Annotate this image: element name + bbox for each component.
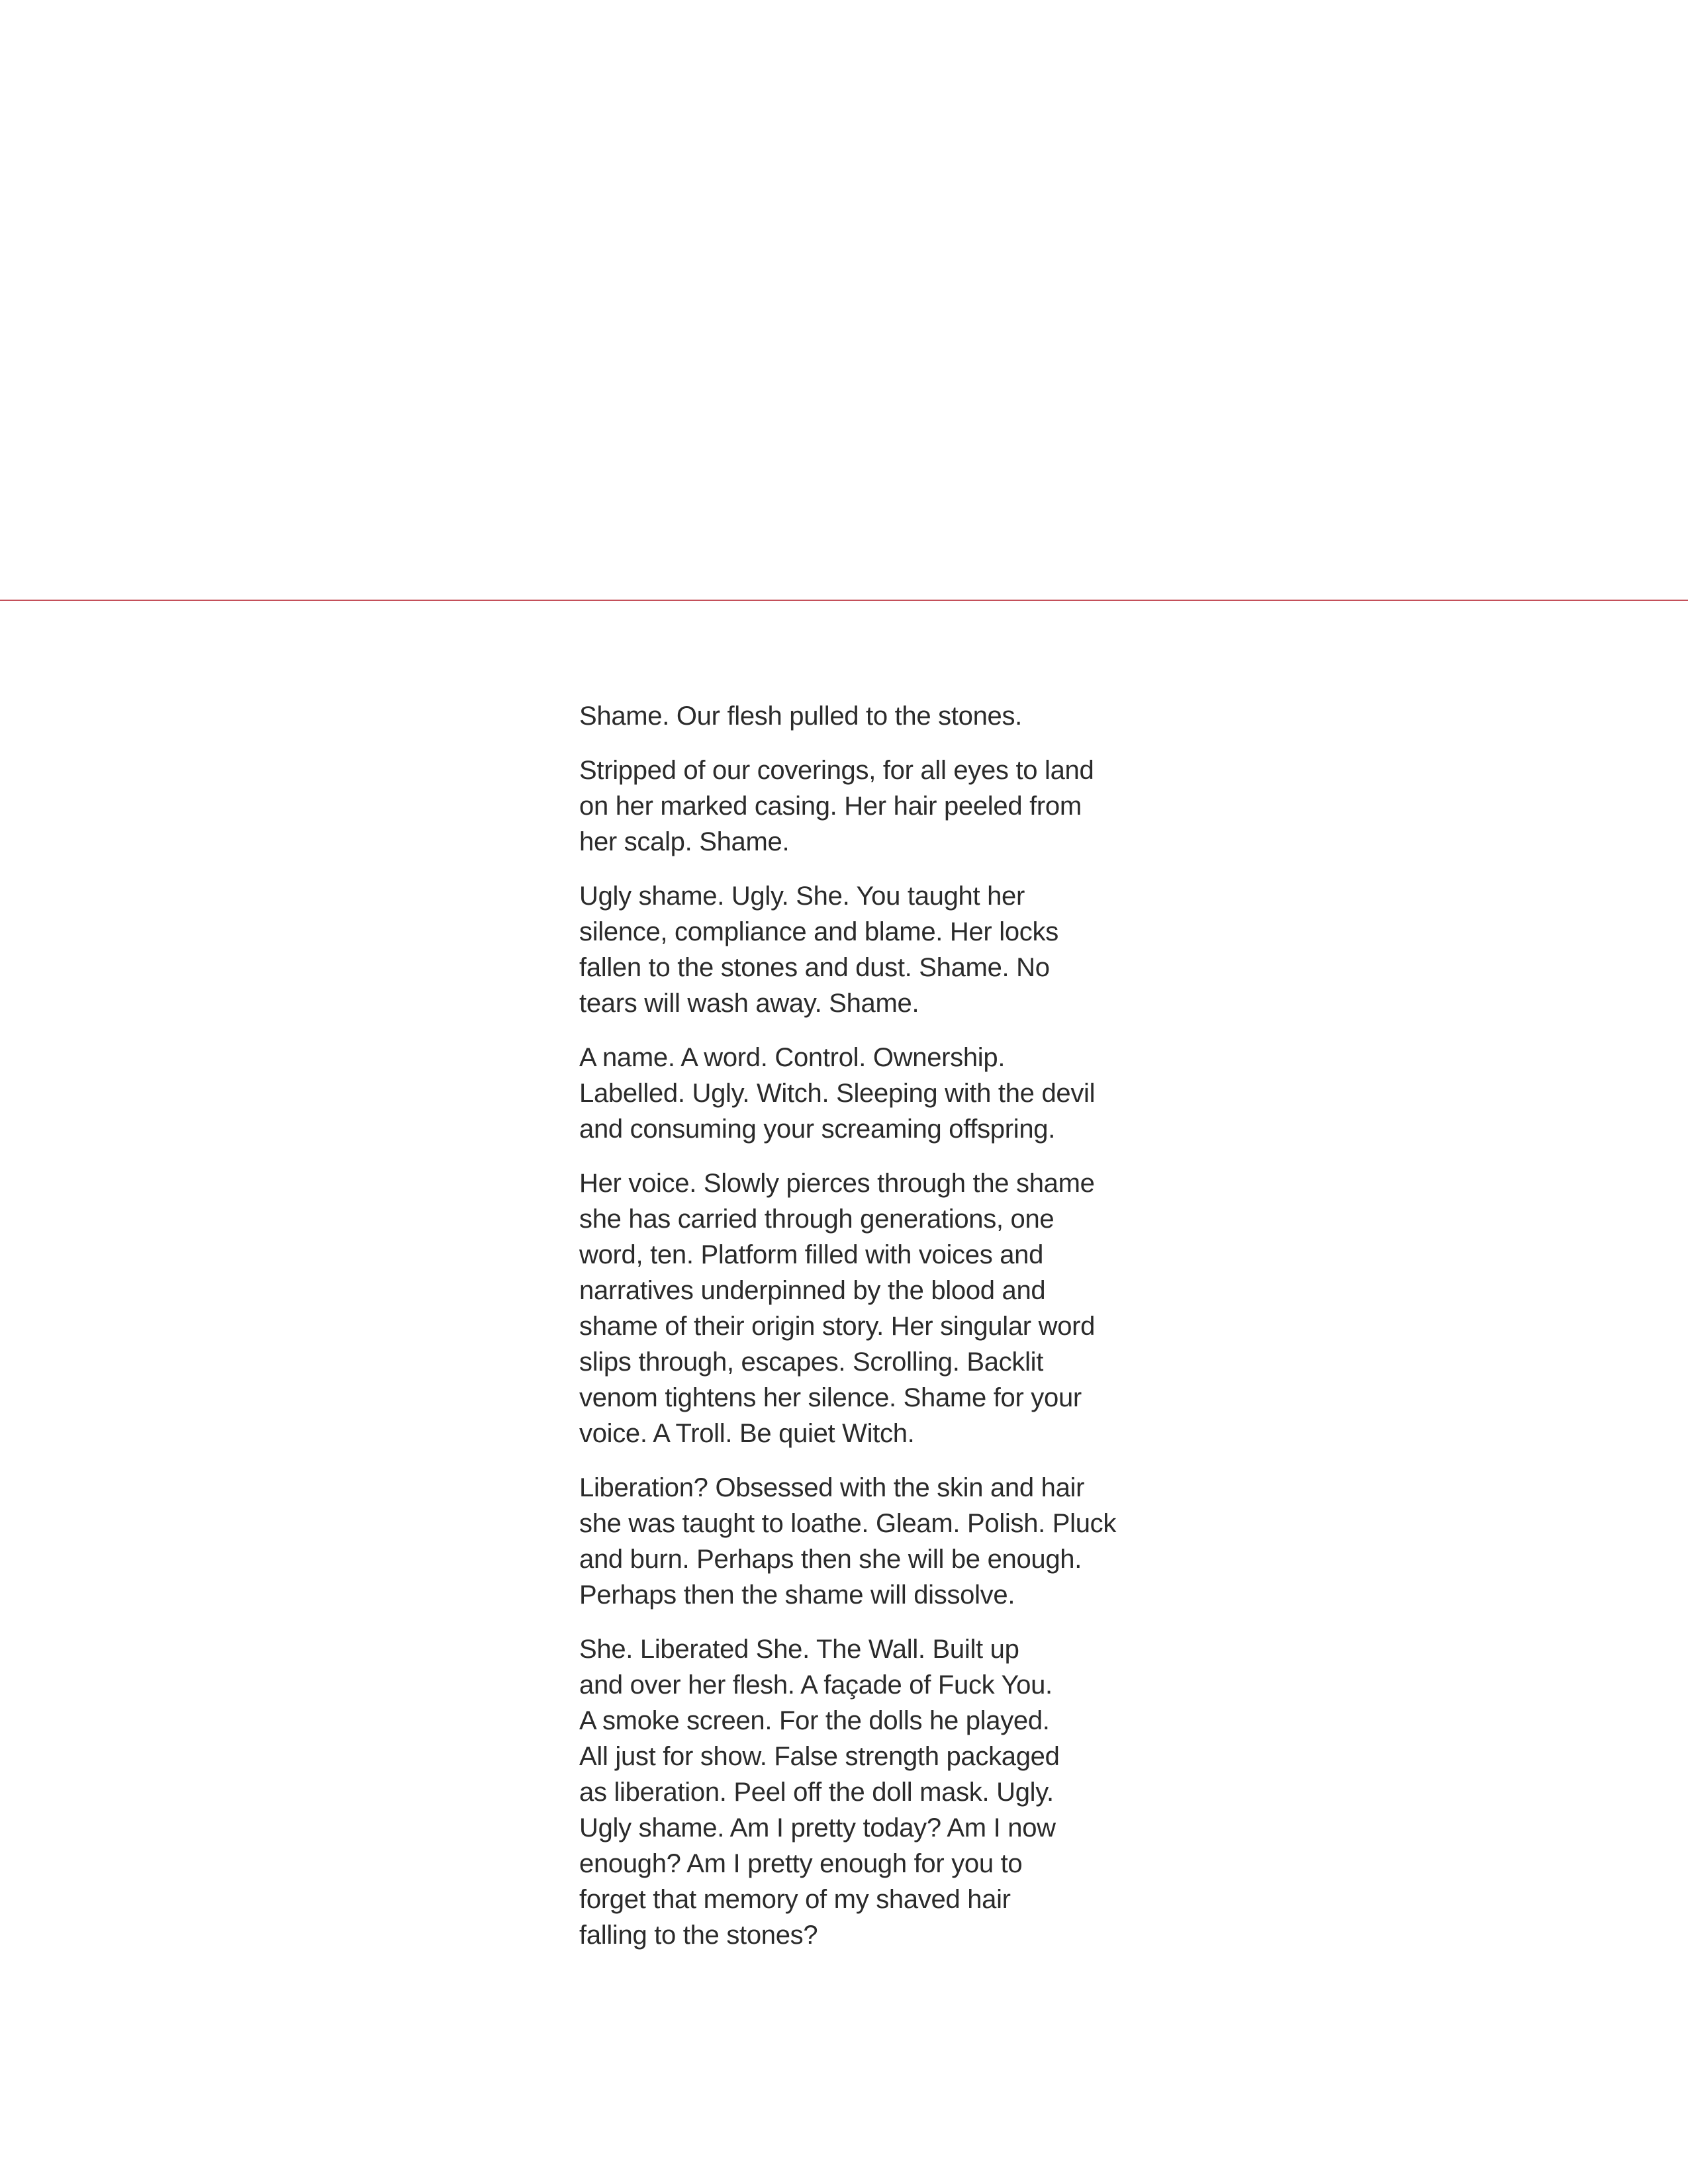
- text-line: voice. A Troll. Be quiet Witch.: [579, 1419, 915, 1448]
- text-line: She. Liberated She. The Wall. Built up: [579, 1635, 1019, 1664]
- text-line: narratives underpinned by the blood and: [579, 1276, 1046, 1305]
- text-line: forget that memory of my shaved hair: [579, 1885, 1011, 1914]
- text-line: Shame. Our flesh pulled to the stones.: [579, 702, 1022, 731]
- text-line: and over her flesh. A façade of Fuck You.: [579, 1670, 1053, 1700]
- text-line: slips through, escapes. Scrolling. Backlit: [579, 1347, 1044, 1377]
- text-line: falling to the stones?: [579, 1921, 818, 1950]
- paragraph: [579, 1040, 1149, 1147]
- text-line: A name. A word. Control. Ownership.: [579, 1043, 1006, 1072]
- paragraph: [579, 878, 1149, 1021]
- text-line: Ugly shame. Ugly. She. You taught her: [579, 882, 1025, 911]
- text-line: she has carried through generations, one: [579, 1205, 1055, 1234]
- text-line: fallen to the stones and dust. Shame. No: [579, 953, 1050, 982]
- paragraph: [579, 752, 1149, 860]
- text-line: Ugly shame. Am I pretty today? Am I now: [579, 1813, 1056, 1843]
- text-line: enough? Am I pretty enough for you to: [579, 1849, 1023, 1878]
- text-line: and burn. Perhaps then she will be enough.: [579, 1545, 1082, 1574]
- text-line: on her marked casing. Her hair peeled from: [579, 792, 1082, 821]
- text-line: shame of their origin story. Her singular word: [579, 1312, 1096, 1341]
- paragraph: [579, 698, 1149, 734]
- text-line: Perhaps then the shame will dissolve.: [579, 1580, 1015, 1610]
- text-line: venom tightens her silence. Shame for your: [579, 1383, 1082, 1412]
- text-line: All just for show. False strength packaged: [579, 1742, 1060, 1771]
- text-line: tears will wash away. Shame.: [579, 989, 919, 1018]
- text-line: she was taught to loathe. Gleam. Polish. Pluck: [579, 1509, 1117, 1538]
- poem-text: [579, 698, 1149, 1972]
- text-line: Stripped of our coverings, for all eyes to land: [579, 756, 1094, 785]
- paragraph: [579, 1631, 1149, 1953]
- text-line: Her voice. Slowly pierces through the shame: [579, 1169, 1095, 1198]
- text-line: her scalp. Shame.: [579, 827, 790, 856]
- text-line: Liberation? Obsessed with the skin and hair: [579, 1473, 1085, 1502]
- text-line: silence, compliance and blame. Her locks: [579, 917, 1058, 946]
- text-line: A smoke screen. For the dolls he played.: [579, 1706, 1050, 1735]
- paragraph: [579, 1165, 1149, 1451]
- text-line: Labelled. Ugly. Witch. Sleeping with the devil: [579, 1079, 1096, 1108]
- text-line: as liberation. Peel off the doll mask. Ugly.: [579, 1778, 1054, 1807]
- text-line: and consuming your screaming offspring.: [579, 1115, 1056, 1144]
- paragraph: [579, 1470, 1149, 1613]
- text-line: word, ten. Platform filled with voices and: [579, 1240, 1044, 1269]
- horizontal-rule: [0, 600, 1688, 601]
